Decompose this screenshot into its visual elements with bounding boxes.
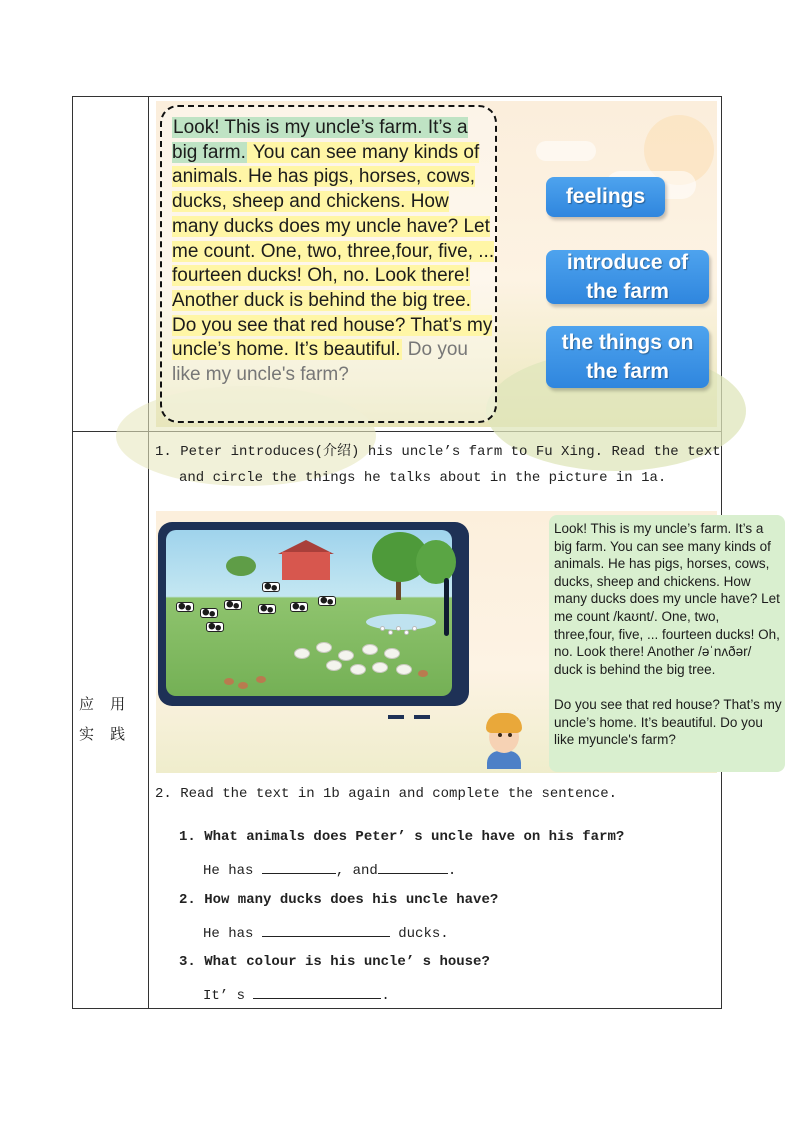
pig [256,676,266,683]
sheep [396,664,412,675]
duck [404,630,409,635]
cow [224,600,242,610]
avatar-hair [486,713,522,733]
tag-label: introduce of the farm [566,251,689,303]
avatar-eye [498,733,502,737]
duck [380,626,385,631]
avatar-eye [508,733,512,737]
tree [226,556,256,576]
subquestion-1: 1. What animals does Peter’ s uncle have on his farm? [179,829,625,845]
sheep [338,650,354,661]
farm-slide [156,511,782,773]
answer-blank[interactable] [262,923,390,937]
cow [318,596,336,606]
red-house [282,552,330,580]
avatar-body [487,751,521,769]
question1-line2: and circle the things he talks about in the picture in 1a. [179,470,667,486]
answer-prefix: He has [203,926,254,942]
question2-heading: 2. Read the text in 1b again and complete the sentence. [155,786,618,802]
answer-suffix: . [447,863,457,879]
section-label: 应 用 实 践 [79,696,132,743]
tablet-foot [388,715,404,719]
cow [258,604,276,614]
sheep [384,648,400,659]
tag-things-on-farm[interactable] [546,326,709,388]
tree [416,540,456,584]
pig [238,682,248,689]
cow [262,582,280,592]
highlighted-body: You can see many kinds of animals. He has pigs, horses, cows, ducks, sheep and chickens. How many ducks does my uncle have? Let me count. One, two, three,four, five, ... fourteen ducks! Oh, no. Look there! Another duck is behind the big tree. Do you see that red house? That’s my uncle’s home. It’s beautiful. [172,141,495,361]
sheep [372,662,388,673]
pig [224,678,234,685]
reading-text-box [160,105,497,423]
speech-bubble [549,515,785,772]
tag-label: the things on the farm [561,331,694,383]
peter-avatar [483,713,525,769]
answer-middle: , and [335,863,378,879]
duck [396,626,401,631]
answer-blank[interactable] [253,985,381,999]
cloud-decoration [536,141,596,161]
cow [206,622,224,632]
highlighted-intro: Look! This is my uncle’s farm. It’s a big farm. [172,117,468,163]
reading-slide [156,101,717,427]
answer-suffix: . [381,988,390,1004]
answer-prefix: He has [203,863,254,879]
cow [176,602,194,612]
answer-line-1 [203,860,456,879]
farm-picture [166,530,452,696]
answer-prefix: It’ s [203,988,246,1004]
lesson-table [72,96,782,1009]
cow [290,602,308,612]
answer-blank[interactable] [262,860,336,874]
sheep [316,642,332,653]
sheep [326,660,342,671]
pond [366,614,436,630]
column-divider [148,97,149,1008]
duck [412,626,417,631]
sheep [350,664,366,675]
tag-introduce-farm[interactable] [546,250,709,304]
tag-feelings[interactable]: feelings [546,177,665,217]
sheep [294,648,310,659]
bubble-paragraph-1: Look! This is my uncle’s farm. It’s a big farm. You can see many kinds of animals. He has pigs, horses, cows, ducks, sheep and chickens. How many ducks does my uncle have? Let me count /kaʊnt/. One, two, three,four, five, ... fourteen ducks! Oh, no. Look there! Another /əˈnʌðər/ duck is behind the big tree. [554,521,780,677]
bubble-text [554,520,782,749]
subquestion-3: 3. What colour is his uncle’ s house? [179,954,490,970]
reading-paragraph [172,116,498,388]
answer-line-2 [203,923,449,942]
duck [388,630,393,635]
faded-question: Do you like my uncle's farm? [172,339,468,386]
sheep [362,644,378,655]
answer-line-3 [203,985,390,1004]
cow [200,608,218,618]
subquestion-2: 2. How many ducks does his uncle have? [179,892,499,908]
tablet-device [158,522,469,706]
answer-blank[interactable] [378,860,448,874]
question1-line1: 1. Peter introduces(介绍) his uncle’s farm to Fu Xing. Read the text [155,444,721,460]
pig [418,670,428,677]
tablet-side-button [444,578,449,636]
bubble-paragraph-2: Do you see that red house? That’s my uncle’s home. It’s beautiful. Do you like myuncle's farm? [554,696,782,748]
answer-suffix: ducks. [398,926,449,942]
tablet-foot [414,715,430,719]
